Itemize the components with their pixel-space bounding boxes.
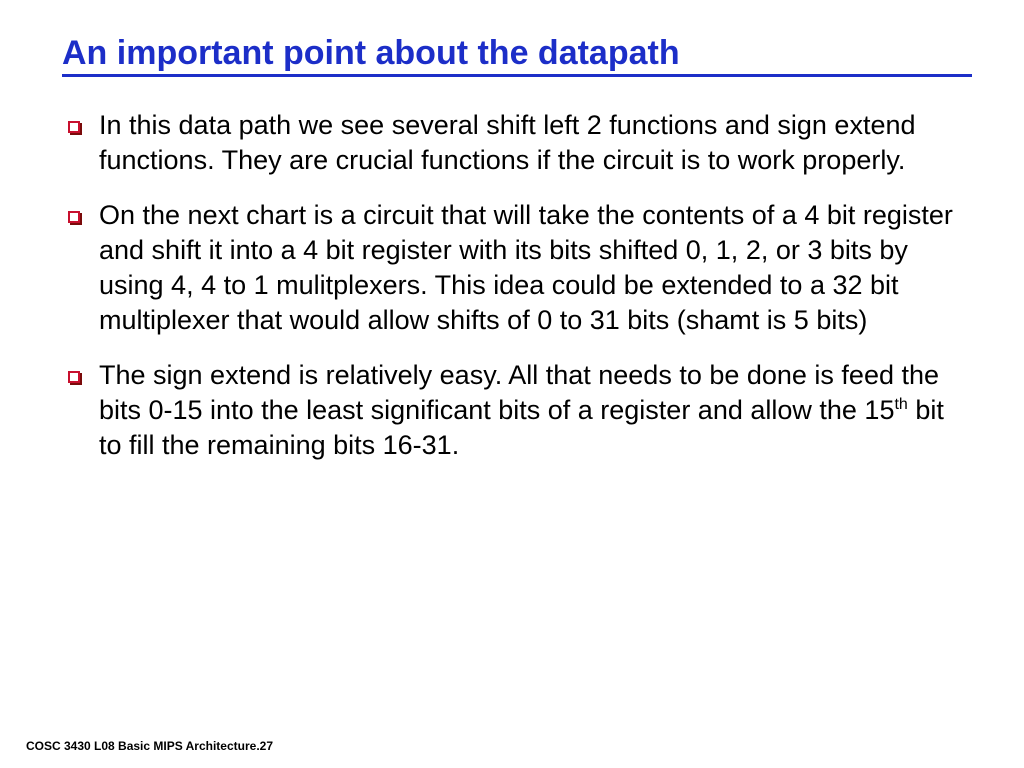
bullet-item	[66, 198, 966, 338]
bullet-item	[66, 358, 966, 463]
square-bullet-icon	[68, 121, 80, 133]
slide-title: An important point about the datapath	[62, 34, 680, 72]
bullet-text: On the next chart is a circuit that will take the contents of a 4 bit register and shift it into a 4 bit register with its bits shifted 0, 1, 2, or 3 bits by using 4, 4 to 1 mulitplexers. This idea could be extended to a 32 bit multiplexer that would allow shifts of 0 to 31 bits (shamt is 5 bits)	[99, 200, 953, 335]
square-bullet-icon	[68, 211, 80, 223]
title-underline	[62, 74, 972, 77]
bullet-text-part: bit to fill the remaining bits 16-31.	[99, 395, 944, 460]
bullet-text: In this data path we see several shift left 2 functions and sign extend functions. They are crucial functions if the circuit is to work properly.	[99, 110, 916, 175]
square-bullet-icon	[68, 371, 80, 383]
bullet-list	[66, 108, 966, 483]
bullet-item	[66, 108, 966, 178]
bullet-text	[99, 360, 944, 460]
bullet-text-part: The sign extend is relatively easy. All that needs to be done is feed the bits 0-15 into the least significant bits of a register and allow the 15	[99, 360, 940, 425]
ordinal-superscript: th	[894, 396, 908, 413]
slide-footer: COSC 3430 L08 Basic MIPS Architecture.27	[26, 739, 273, 753]
